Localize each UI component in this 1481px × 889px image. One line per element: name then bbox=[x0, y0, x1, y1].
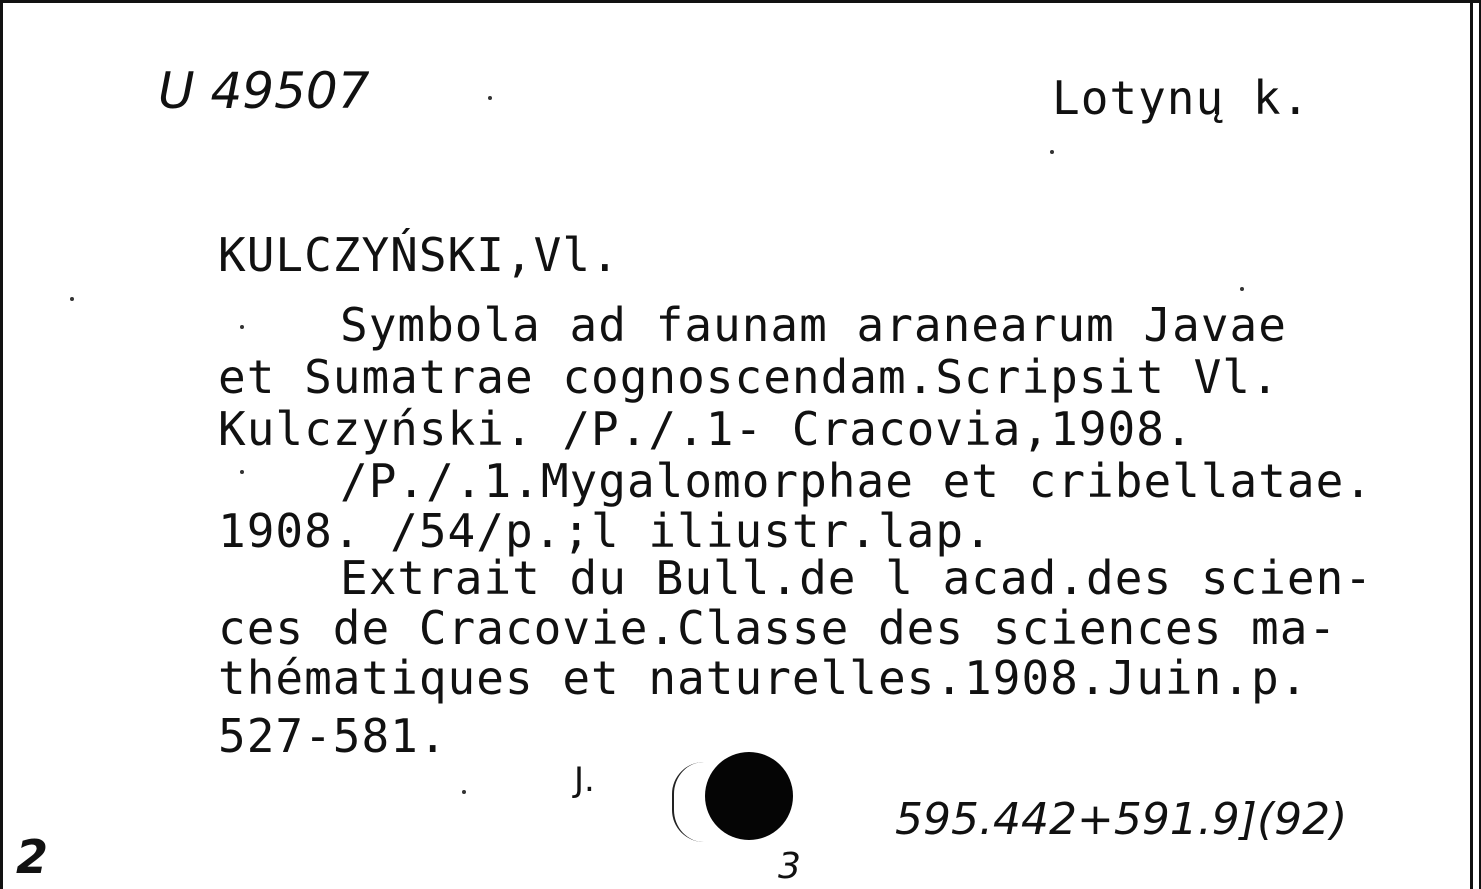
body-line-9: 527-581. bbox=[218, 709, 448, 763]
bottom-left-mark: 2 bbox=[16, 830, 49, 884]
speck bbox=[488, 96, 492, 100]
speck bbox=[462, 790, 466, 794]
body-line-8: thématiques et naturelles.1908.Juin.p. bbox=[218, 651, 1309, 705]
location-label: Lotynų k. bbox=[1052, 71, 1311, 125]
classification-number: 595.442+591.9](92) bbox=[895, 794, 1348, 845]
body-line-7: ces de Cracovie.Classe des sciences ma- bbox=[218, 601, 1338, 655]
body-line-3: Kulczyński. /P./.1- Cracovia,1908. bbox=[218, 402, 1194, 456]
body-line-5: 1908. /54/p.;l iliustr.lap. bbox=[218, 504, 993, 558]
body-line-2: et Sumatrae cognoscendam.Scripsit Vl. bbox=[218, 350, 1280, 404]
speck bbox=[240, 325, 244, 329]
bottom-center-mark: 3 bbox=[778, 846, 801, 887]
body-line-4: /P./.1.Mygalomorphae et cribellatae. bbox=[340, 454, 1373, 508]
author-heading: KULCZYŃSKI,Vl. bbox=[218, 228, 620, 282]
speck bbox=[240, 470, 244, 474]
call-number: U 49507 bbox=[158, 62, 370, 120]
speck bbox=[1050, 150, 1054, 154]
body-line-1: Symbola ad faunam aranearum Javae bbox=[340, 298, 1287, 352]
card-right-edge bbox=[1470, 0, 1473, 889]
punch-hole bbox=[705, 752, 793, 840]
speck bbox=[70, 297, 74, 301]
mark-j: J. bbox=[574, 760, 595, 800]
speck bbox=[1240, 287, 1244, 291]
body-line-6: Extrait du Bull.de l acad.des scien- bbox=[340, 551, 1373, 605]
